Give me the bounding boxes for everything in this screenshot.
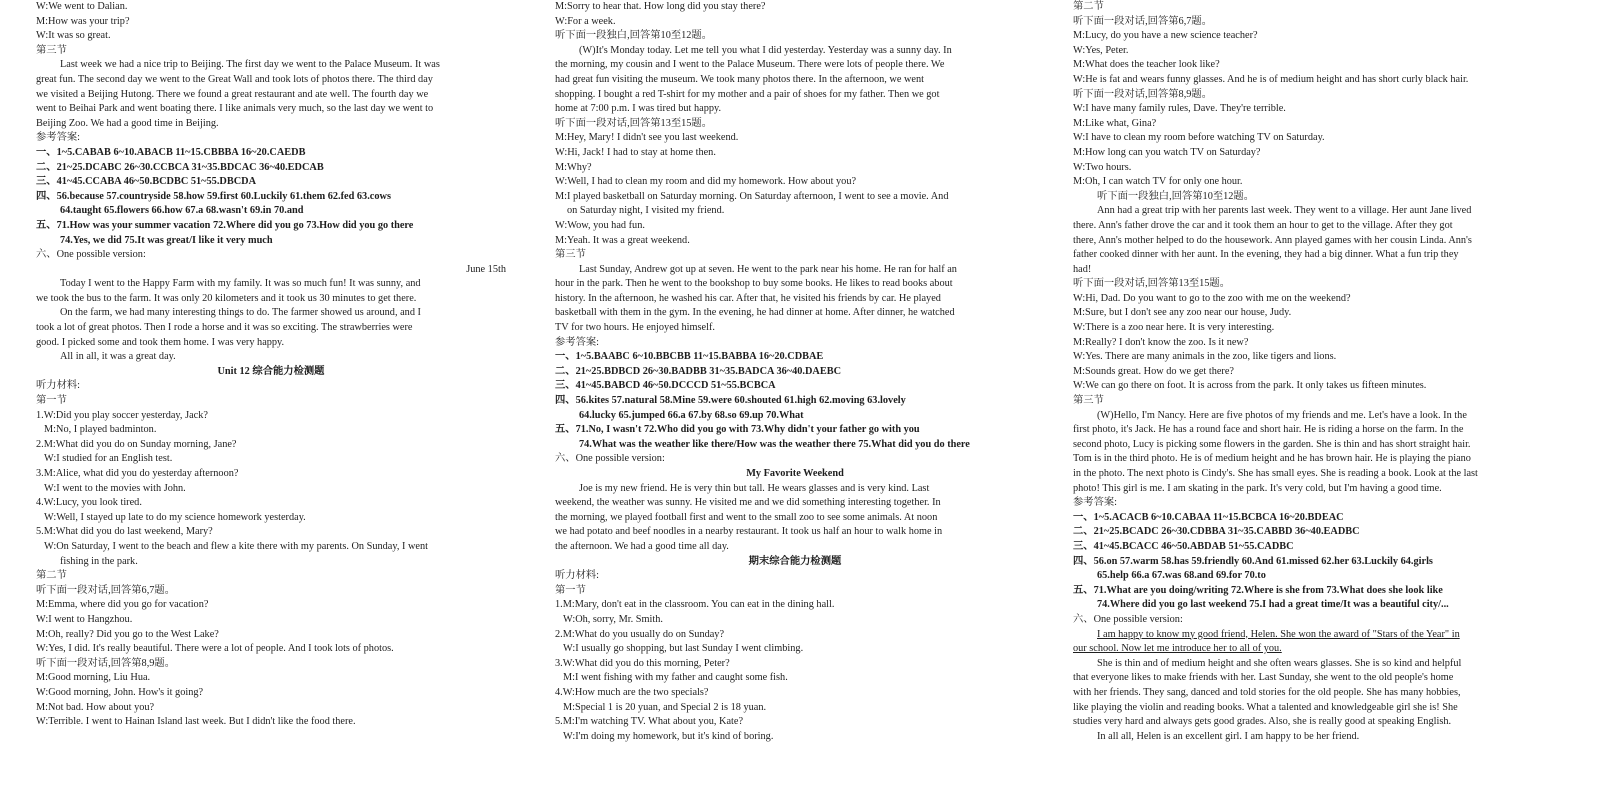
text-line: W:He is fat and wears funny glasses. And he is of medium height and has short curly black hair. <box>1073 73 1469 85</box>
text-line: Joe is my new friend. He is very thin but tall. He wears glasses and is very kind. Last <box>579 482 930 494</box>
text-line: Ann had a great trip with her parents last week. They went to a village. Her aunt Jane lived <box>1097 205 1472 217</box>
text-line: M:Sure, but I don't see any zoo near our house, Judy. <box>1073 307 1292 319</box>
text-line: M:Oh, really? Did you go to the West Lake? <box>36 628 219 640</box>
text-line: 三、41~45.BABCD 46~50.DCCCD 51~55.BCBCA <box>555 380 776 392</box>
text-line: 五、71.How was your summer vacation 72.Where did you go 73.How did you go there <box>36 219 414 231</box>
text-line: 2.M:What did you do on Sunday morning, Jane? <box>36 438 237 450</box>
text-line: 1.M:Mary, don't eat in the classroom. You can eat in the dining hall. <box>555 599 835 611</box>
text-line: we had potato and beef noodles in a nearby restaurant. It took us half an hour to walk home in <box>555 526 943 538</box>
text-line: 第二节 <box>36 570 67 582</box>
text-line: W:Good morning, John. How's it going? <box>36 686 204 698</box>
text-line: M:Good morning, Liu Hua. <box>36 672 151 684</box>
text-line: our school. Now let me introduce her to all of you. <box>1073 643 1282 655</box>
text-line: M:Not bad. How about you? <box>36 701 155 713</box>
text-line: 参考答案: <box>555 336 600 348</box>
text-line: hour in the park. Then he went to the bookshop to buy some books. He likes to read books about <box>555 278 953 290</box>
text-line: first photo, it's Jack. He has a round face and short hair. He is riding a horse on the farm. In the <box>1073 424 1464 436</box>
text-line: 第三节 <box>36 44 67 56</box>
text-line: TV for two hours. He enjoyed himself. <box>555 322 715 334</box>
text-line: 四、56.on 57.warm 58.has 59.friendly 60.And 61.missed 62.her 63.Luckily 64.girls <box>1073 555 1433 567</box>
text-line: In all all, Helen is an excellent girl. I am happy to be her friend. <box>1097 730 1360 742</box>
text-line: shopping. I bought a red T-shirt for my mother and a pair of shoes for my father. Then we got <box>555 88 940 100</box>
text-line: Beijing Zoo. We had a good time in Beijing. <box>36 117 219 129</box>
text-line: 听下面一段对话,回答第13至15题。 <box>555 117 713 129</box>
text-line: home at 7:00 p.m. I was tired but happy. <box>555 103 722 115</box>
text-line: 二、21~25.BDBCD 26~30.BADBB 31~35.BADCA 36~40.DAEBC <box>555 365 842 377</box>
text-line: W:I went to the movies with John. <box>44 482 186 494</box>
text-line: in the photo. The next photo is Cindy's. She has small eyes. She is reading a book. Look at the last <box>1073 468 1478 479</box>
text-line: 4.W:How much are the two specials? <box>555 686 709 698</box>
text-line: W:Yes, Peter. <box>1073 44 1129 56</box>
text-line: M:Why? <box>555 161 592 173</box>
text-line: we took the bus to the farm. It was only 20 kilometers and it took us 30 minutes to get there. <box>36 292 417 304</box>
text-line: had! <box>1073 263 1092 275</box>
text-line: 一、1~5.CABAB 6~10.ABACB 11~15.CBBBA 16~20.CAEDB <box>36 146 306 158</box>
text-line: 74.Yes, we did 75.It was great/I like it very much <box>60 234 273 246</box>
text-line: 第一节 <box>555 584 586 596</box>
text-line: M:Sorry to hear that. How long did you stay there? <box>555 1 766 12</box>
text-line: Tom is in the third photo. He is of medium height and he has brown hair. He is playing the piano <box>1073 453 1471 465</box>
text-line: 参考答案: <box>36 132 81 144</box>
text-line: basketball with them in the gym. In the evening, he had dinner at home. After dinner, he watched <box>555 307 955 319</box>
text-line: W:We went to Dalian. <box>36 1 128 12</box>
text-line: All in all, it was a great day. <box>60 351 176 363</box>
text-line: W:For a week. <box>555 15 616 27</box>
text-line: 64.taught 65.flowers 66.how 67.a 68.wasn't 69.in 70.and <box>60 205 304 217</box>
text-line: 四、56.because 57.countryside 58.how 59.first 60.Luckily 61.them 62.fed 63.cows <box>36 190 391 202</box>
middle-column <box>555 0 1035 788</box>
text-line: 3.W:What did you do this morning, Peter? <box>555 657 730 669</box>
text-line: My Favorite Weekend <box>746 468 844 479</box>
text-line: the morning, my cousin and I went to the Palace Museum. There were lots of people there. We <box>555 59 945 71</box>
text-line: 二、21~25.DCABC 26~30.CCBCA 31~35.BDCAC 36~40.EDCAB <box>36 161 324 173</box>
text-line: W:On Saturday, I went to the beach and flew a kite there with my parents. On Sunday, I went <box>44 540 429 552</box>
text-line: W:Well, I stayed up late to do my science homework yesterday. <box>44 511 306 523</box>
text-line: W:It was so great. <box>36 30 111 42</box>
text-line: 听下面一段对话,回答第13至15题。 <box>1073 278 1231 290</box>
text-line: M:I played basketball on Saturday morning. On Saturday afternoon, I went to see a movie. And <box>555 190 949 202</box>
text-line: June 15th <box>466 263 506 275</box>
text-line: second photo, Lucy is picking some flowers in the garden. She is thin and has short straight hair. <box>1073 438 1471 450</box>
text-line: 三、41~45.CCABA 46~50.BCDBC 51~55.DBCDA <box>36 176 257 188</box>
text-line: M:No, I played badminton. <box>44 424 157 436</box>
text-line: W:I went to Hangzhou. <box>36 613 133 625</box>
text-line: M:Yeah. It was a great weekend. <box>555 234 690 246</box>
text-line: 一、1~5.BAABC 6~10.BBCBB 11~15.BABBA 16~20.CDBAE <box>555 351 824 363</box>
text-line: 第三节 <box>555 249 586 261</box>
text-line: Last Sunday, Andrew got up at seven. He went to the park near his home. He ran for half an <box>579 263 957 275</box>
text-line: fishing in the park. <box>60 555 138 567</box>
text-line: W:I studied for an English test. <box>44 453 173 465</box>
text-line: M:Really? I don't know the zoo. Is it new? <box>1073 336 1249 348</box>
text-line: the afternoon. We had a good time all day. <box>555 540 729 552</box>
text-line: W:Hi, Jack! I had to stay at home then. <box>555 146 716 158</box>
text-line: (W)Hello, I'm Nancy. Here are five photos of my friends and me. Let's have a look. In the <box>1097 409 1467 421</box>
text-line: 五、71.No, I wasn't 72.Who did you go with 73.Why didn't your father go with you <box>555 424 920 436</box>
text-line: M:What does the teacher look like? <box>1073 59 1220 71</box>
text-line: weekend, the weather was sunny. He visited me and we did something interesting together. In <box>555 497 941 509</box>
text-line: M:Lucy, do you have a new science teacher? <box>1073 30 1258 42</box>
text-line: W:Well, I had to clean my room and did my homework. How about you? <box>555 176 857 188</box>
text-line: 听下面一段对话,回答第8,9题。 <box>1073 88 1213 100</box>
text-line: there, Ann's mother helped to do the housework. Ann played games with her cousin Linda. Ann's <box>1073 234 1472 246</box>
text-line: 二、21~25.BCADC 26~30.CDBBA 31~35.CABBD 36~40.EADBC <box>1073 526 1360 538</box>
text-line: that everyone likes to make friends with her. Last Sunday, she went to the old people's home <box>1073 672 1454 684</box>
text-line: 第二节 <box>1073 1 1104 12</box>
text-line: W:Wow, you had fun. <box>555 219 645 231</box>
text-line: we visited a Beijing Hutong. There we found a great restaurant and ate well. The fourth day we <box>36 88 429 100</box>
text-line: 六、One possible version: <box>555 453 665 465</box>
text-line: great fun. The second day we went to the Great Wall and took lots of photos there. The third day <box>36 73 433 85</box>
text-line: 五、71.What are you doing/writing 72.Where is she from 73.What does she look like <box>1073 584 1443 596</box>
text-line: 5.M:I'm watching TV. What about you, Kate? <box>555 716 744 728</box>
text-line: I am happy to know my good friend, Helen. She won the award of "Stars of the Year" in <box>1097 628 1460 640</box>
text-line: W:I have many family rules, Dave. They're terrible. <box>1073 103 1286 115</box>
text-line: with her friends. They sang, danced and told stories for the old people. She has many hobbies, <box>1073 686 1461 698</box>
text-line: (W)It's Monday today. Let me tell you what I did yesterday. Yesterday was a sunny day. In <box>579 44 952 56</box>
text-line: 听下面一段独白,回答第10至12题。 <box>1097 190 1255 202</box>
text-line: 四、56.kites 57.natural 58.Mine 59.were 60.shouted 61.high 62.moving 63.lovely <box>555 395 906 407</box>
text-line: 六、One possible version: <box>1073 613 1183 625</box>
text-line: 5.M:What did you do last weekend, Mary? <box>36 526 213 538</box>
text-line: On the farm, we had many interesting things to do. The farmer showed us around, and I <box>60 307 421 319</box>
text-line: W:I'm doing my homework, but it's kind of boring. <box>563 730 774 742</box>
text-line: 3.M:Alice, what did you do yesterday afternoon? <box>36 468 239 479</box>
text-line: like playing the violin and reading books. What a talented and knowledgeable girl she is! She <box>1073 701 1458 713</box>
text-line: there. Ann's father drove the car and it took them an hour to get to the village. After they got <box>1073 219 1453 231</box>
text-line: M:How long can you watch TV on Saturday? <box>1073 146 1261 158</box>
text-line: good. I picked some and took them home. I was very happy. <box>36 336 285 348</box>
left-column <box>36 0 506 788</box>
text-line: 4.W:Lucy, you look tired. <box>36 497 142 509</box>
text-line: father cooked dinner with her aunt. In the evening, they had a big dinner. What a fun trip they <box>1073 249 1459 261</box>
text-line: M:Like what, Gina? <box>1073 117 1157 129</box>
text-line: M:Emma, where did you go for vacation? <box>36 599 209 611</box>
text-line: 第三节 <box>1073 395 1104 407</box>
text-line: 1.W:Did you play soccer yesterday, Jack? <box>36 409 208 421</box>
text-line: 第一节 <box>36 395 67 407</box>
text-line: 2.M:What do you usually do on Sunday? <box>555 628 725 640</box>
text-line: W:I have to clean my room before watching TV on Saturday. <box>1073 132 1325 144</box>
right-column <box>1073 0 1553 788</box>
text-line: Today I went to the Happy Farm with my family. It was so much fun! It was sunny, and <box>60 278 421 290</box>
text-line: W:Two hours. <box>1073 161 1132 173</box>
text-line: W:I usually go shopping, but last Sunday I went climbing. <box>563 643 804 655</box>
text-line: M:Oh, I can watch TV for only one hour. <box>1073 176 1243 188</box>
text-line: W:There is a zoo near here. It is very interesting. <box>1073 322 1275 334</box>
text-line: 听下面一段对话,回答第8,9题。 <box>36 657 176 669</box>
text-line: 听力材料: <box>36 380 81 392</box>
text-line: 参考答案: <box>1073 497 1118 509</box>
text-line: took a lot of great photos. Then I rode a horse and it was so exciting. The strawberries were <box>36 322 413 334</box>
text-line: photo! This girl is me. I am skating in the park. It's very cold, but I'm having a good time. <box>1073 482 1442 494</box>
text-line: Last week we had a nice trip to Beijing. The first day we went to the Palace Museum. It was <box>60 59 440 71</box>
text-line: W:We can go there on foot. It is across from the park. It only takes us fifteen minutes. <box>1073 380 1427 392</box>
text-line: 74.What was the weather like there/How was the weather there 75.What did you do there <box>579 438 970 450</box>
text-line: 65.help 66.a 67.was 68.and 69.for 70.to <box>1097 570 1266 582</box>
text-line: had great fun visiting the museum. We took many photos there. In the afternoon, we went <box>555 73 925 85</box>
text-line: history. In the afternoon, he washed his car. After that, he visited his friends by car. He played <box>555 292 941 304</box>
text-line: 期末综合能力检测题 <box>748 555 842 567</box>
text-line: 听下面一段独白,回答第10至12题。 <box>555 30 713 42</box>
text-line: 64.lucky 65.jumped 66.a 67.by 68.so 69.up 70.What <box>579 409 804 421</box>
text-line: went to Beihai Park and went boating there. I like animals very much, so the last day we went to <box>36 103 434 115</box>
text-line: 听下面一段对话,回答第6,7题。 <box>36 584 176 596</box>
text-line: W:Yes. There are many animals in the zoo, like tigers and lions. <box>1073 351 1337 363</box>
text-line: on Saturday night, I visited my friend. <box>567 205 725 217</box>
text-line: 听力材料: <box>555 570 600 582</box>
text-line: She is thin and of medium height and she often wears glasses. She is so kind and helpful <box>1097 657 1462 669</box>
text-line: Unit 12 综合能力检测题 <box>217 365 325 377</box>
text-line: M:How was your trip? <box>36 15 130 27</box>
text-line: 74.Where did you go last weekend 75.I had a great time/It was a beautiful city/... <box>1097 599 1449 611</box>
text-line: studies very hard and always gets good grades. Also, she is really good at speaking English. <box>1073 716 1452 728</box>
text-line: M:Hey, Mary! I didn't see you last weekend. <box>555 132 739 144</box>
text-line: M:Sounds great. How do we get there? <box>1073 365 1234 377</box>
text-line: M:I went fishing with my father and caught some fish. <box>563 672 788 684</box>
text-line: 听下面一段对话,回答第6,7题。 <box>1073 15 1213 27</box>
text-line: W:Hi, Dad. Do you want to go to the zoo with me on the weekend? <box>1073 292 1351 304</box>
text-line: W:Yes, I did. It's really beautiful. There were a lot of people. And I took lots of photos. <box>36 643 394 655</box>
text-line: M:Special 1 is 20 yuan, and Special 2 is 18 yuan. <box>563 701 767 713</box>
text-line: 一、1~5.ACACB 6~10.CABAA 11~15.BCBCA 16~20.BDEAC <box>1073 511 1344 523</box>
text-line: W:Oh, sorry, Mr. Smith. <box>563 613 663 625</box>
text-line: W:Terrible. I went to Hainan Island last week. But I didn't like the food there. <box>36 716 356 728</box>
text-line: the morning, we played football first and went to the small zoo to see some animals. At noon <box>555 511 938 523</box>
text-line: 三、41~45.BCACC 46~50.ABDAB 51~55.CADBC <box>1073 540 1294 552</box>
text-line: 六、One possible version: <box>36 249 146 261</box>
